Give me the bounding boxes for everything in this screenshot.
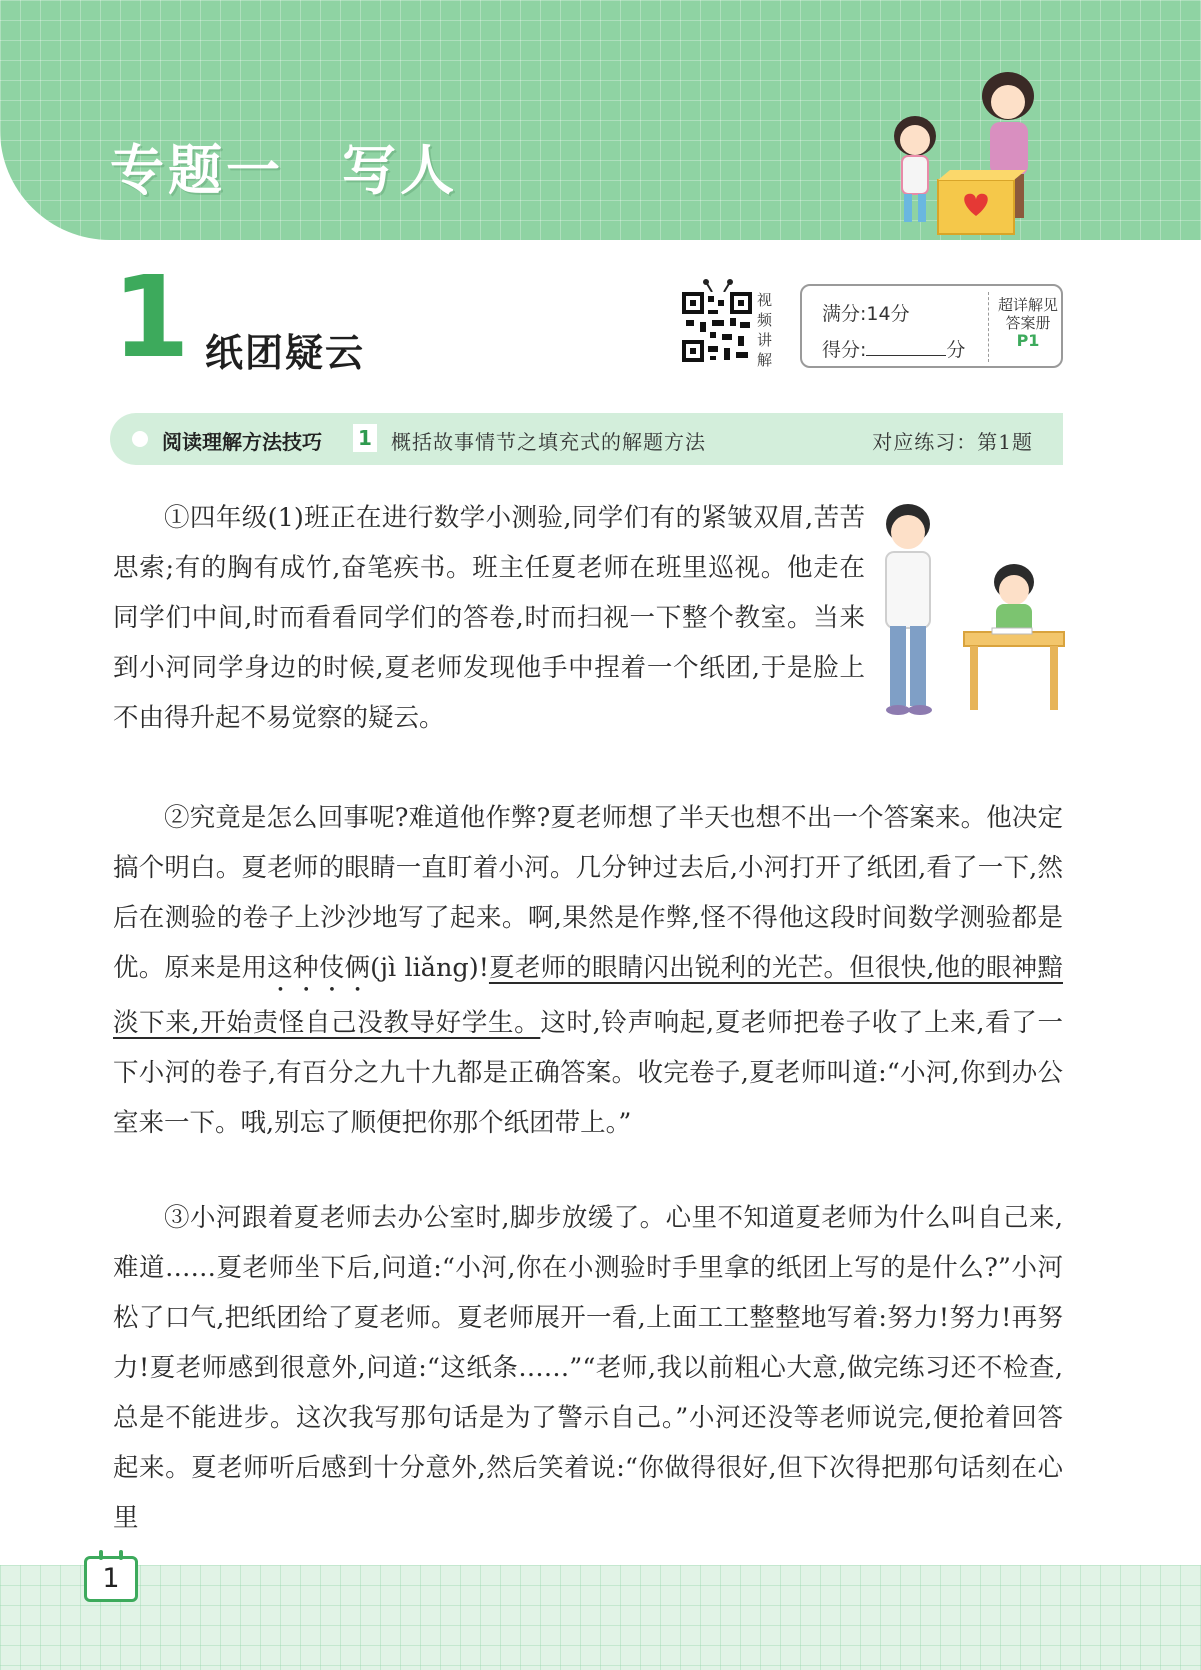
paragraph-3: ③小河跟着夏老师去办公室时,脚步放缓了。心里不知道夏老师为什么叫自己来,难道……夏老师坐下后,问道:“小河,你在小测验时手里拿的纸团上写的是什么?”小河松了口气,把纸团给了夏老师。夏老师展开一看,上面工工整整地写着:努力!努力!再努力!夏老师感到很意外,问道:“这纸条……”“老师,我以前粗心大意,做完练习还不检查,总是不能进步。这次我写那句话是为了警示自己。”小河还没等老师说完,便抢着回答起来。夏老师听后感到十分意外,然后笑着说:“你做得很好,但下次得把那句话刻在心里 <box>113 1203 1063 1533</box>
paragraph-1: ①四年级(1)班正在进行数学小测验,同学们有的紧皱双眉,苦苦思索;有的胸有成竹,奋笔疾书。班主任夏老师在班里巡视。他走在同学们中间,时而看看同学们的答卷,时而扫视一下整个教室。当来到小河同学身边的时候,夏老师发现他手中捏着一个纸团,于是脸上不由得升起不易觉察的疑云。 <box>113 503 865 733</box>
score-blank[interactable] <box>866 337 946 356</box>
answer-line2: 答案册 <box>1005 314 1051 332</box>
bullet-dot-icon <box>132 431 148 447</box>
classroom-illustration <box>868 498 1068 728</box>
chapter-title: 专题一 写人 <box>110 139 458 202</box>
header-illustration <box>880 68 1070 240</box>
score-box <box>800 284 1063 368</box>
got-score-label: 得分: <box>822 339 867 361</box>
paragraph-2-part-b: 这时,铃声响起,夏老师把卷子收了上来,看了一下小河的卷子,有百分之九十九都是正确答案。收完卷子,夏老师叫道:“小河,你到办公室来一下。哦,别忘了顺便把你那个纸团带上。” <box>113 1008 1063 1138</box>
score-divider <box>988 292 989 362</box>
method-title: 阅读理解方法技巧 <box>162 430 322 454</box>
lesson-number: 1 <box>112 253 190 383</box>
got-score-row <box>822 332 965 368</box>
answer-line1: 超详解见 <box>997 296 1058 314</box>
qr-caption: 视频讲解 <box>757 291 773 369</box>
emphasized-word: 这种伎俩 <box>267 953 371 983</box>
paragraph-2-part-a: ②究竟是怎么回事呢?难道他作弊?夏老师想了半天也想不出一个答案来。他决定搞个明白。夏老师的眼睛一直盯着小河。几分钟过去后,小河打开了纸团,看了一下,然后在测验的卷子上沙沙地写了起来。啊,果然是作弊,怪不得他这段时间数学测验都是优。原来是用 <box>113 803 1063 983</box>
underlined-sentence: 夏老师的眼睛闪出锐利的光芒。但很快,他的眼神黯淡下来,开始责怪自己没教导好学生。 <box>113 953 1063 1038</box>
footer-band <box>0 1565 1201 1670</box>
method-description: 概括故事情节之填充式的解题方法 <box>391 430 706 454</box>
paragraph-2 <box>113 793 1063 1148</box>
answer-reference <box>992 296 1064 350</box>
answer-page: P1 <box>1016 331 1040 350</box>
page-number-badge <box>84 1556 138 1602</box>
score-labels <box>822 296 965 368</box>
score-unit: 分 <box>946 339 966 361</box>
lesson-title: 纸团疑云 <box>205 331 366 375</box>
page-number: 1 <box>102 1563 120 1594</box>
full-score: 满分:14分 <box>822 303 910 325</box>
method-bar <box>110 413 1063 465</box>
qr-code-icon[interactable] <box>680 278 754 366</box>
practice-reference: 对应练习：第1题 <box>872 430 1033 454</box>
method-number: 1 <box>353 424 377 452</box>
pinyin-annotation: (jì liǎng)! <box>370 953 489 983</box>
